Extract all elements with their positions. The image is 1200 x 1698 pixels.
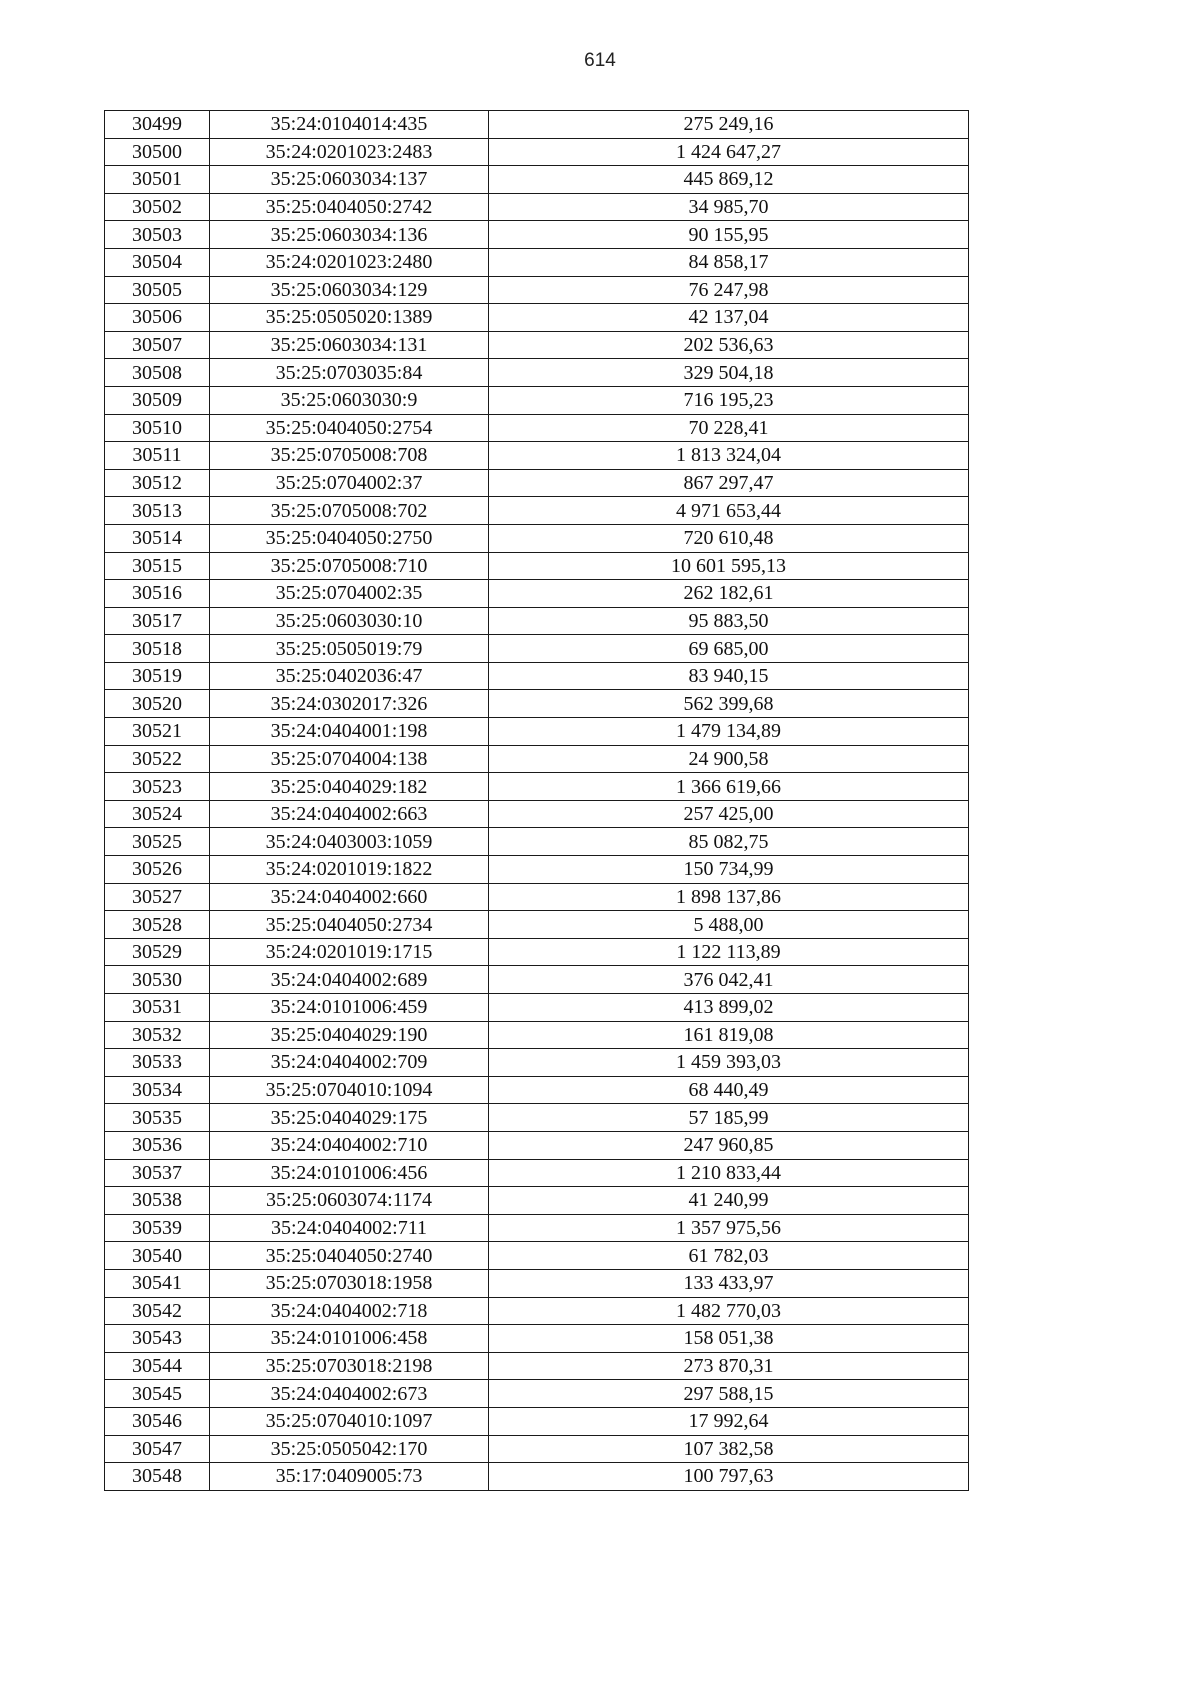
cadastral-number-cell: 35:24:0101006:458 <box>210 1325 489 1353</box>
cadastral-value-cell: 84 858,17 <box>489 248 969 276</box>
table-row <box>105 386 969 414</box>
cadastral-value-cell: 202 536,63 <box>489 331 969 359</box>
cadastral-number-cell: 35:25:0603034:136 <box>210 221 489 249</box>
cadastral-number-cell: 35:25:0704010:1097 <box>210 1407 489 1435</box>
table-row <box>105 497 969 525</box>
cadastral-number-cell: 35:25:0603034:131 <box>210 331 489 359</box>
row-number-cell: 30540 <box>105 1242 210 1270</box>
table-row <box>105 1269 969 1297</box>
cadastral-number-cell: 35:25:0603030:10 <box>210 607 489 635</box>
cadastral-value-cell: 150 734,99 <box>489 856 969 884</box>
cadastral-value-cell: 41 240,99 <box>489 1187 969 1215</box>
table-row <box>105 193 969 221</box>
row-number-cell: 30520 <box>105 690 210 718</box>
table-body <box>105 111 969 1491</box>
cadastral-value-cell: 85 082,75 <box>489 828 969 856</box>
cadastral-value-cell: 1 479 134,89 <box>489 718 969 746</box>
table-row <box>105 828 969 856</box>
cadastral-number-cell: 35:17:0409005:73 <box>210 1463 489 1491</box>
cadastral-value-cell: 1 210 833,44 <box>489 1159 969 1187</box>
table-row <box>105 1049 969 1077</box>
cadastral-number-cell: 35:25:0603074:1174 <box>210 1187 489 1215</box>
row-number-cell: 30514 <box>105 524 210 552</box>
table-row <box>105 1187 969 1215</box>
row-number-cell: 30542 <box>105 1297 210 1325</box>
cadastral-value-cell: 107 382,58 <box>489 1435 969 1463</box>
row-number-cell: 30512 <box>105 469 210 497</box>
cadastral-value-cell: 24 900,58 <box>489 745 969 773</box>
table-row <box>105 552 969 580</box>
table-row <box>105 994 969 1022</box>
cadastral-value-cell: 1 424 647,27 <box>489 138 969 166</box>
row-number-cell: 30505 <box>105 276 210 304</box>
cadastral-value-cell: 716 195,23 <box>489 386 969 414</box>
row-number-cell: 30539 <box>105 1214 210 1242</box>
cadastral-number-cell: 35:24:0201023:2483 <box>210 138 489 166</box>
cadastral-number-cell: 35:25:0404029:190 <box>210 1021 489 1049</box>
table-row <box>105 1131 969 1159</box>
cadastral-number-cell: 35:25:0603034:137 <box>210 166 489 194</box>
cadastral-number-cell: 35:25:0404050:2734 <box>210 911 489 939</box>
cadastral-value-cell: 1 366 619,66 <box>489 773 969 801</box>
cadastral-number-cell: 35:25:0705008:702 <box>210 497 489 525</box>
table-row <box>105 662 969 690</box>
row-number-cell: 30534 <box>105 1076 210 1104</box>
cadastral-number-cell: 35:25:0404050:2750 <box>210 524 489 552</box>
cadastral-number-cell: 35:25:0603034:129 <box>210 276 489 304</box>
cadastral-number-cell: 35:24:0104014:435 <box>210 111 489 139</box>
cadastral-number-cell: 35:25:0404029:175 <box>210 1104 489 1132</box>
cadastral-number-cell: 35:24:0404002:660 <box>210 883 489 911</box>
cadastral-number-cell: 35:24:0404002:673 <box>210 1380 489 1408</box>
row-number-cell: 30510 <box>105 414 210 442</box>
cadastral-number-cell: 35:25:0705008:710 <box>210 552 489 580</box>
row-number-cell: 30519 <box>105 662 210 690</box>
cadastral-value-cell: 34 985,70 <box>489 193 969 221</box>
table-row <box>105 1021 969 1049</box>
row-number-cell: 30509 <box>105 386 210 414</box>
row-number-cell: 30546 <box>105 1407 210 1435</box>
table-row <box>105 1325 969 1353</box>
row-number-cell: 30528 <box>105 911 210 939</box>
table-row <box>105 469 969 497</box>
row-number-cell: 30511 <box>105 442 210 470</box>
cadastral-value-cell: 90 155,95 <box>489 221 969 249</box>
row-number-cell: 30516 <box>105 580 210 608</box>
row-number-cell: 30508 <box>105 359 210 387</box>
row-number-cell: 30529 <box>105 938 210 966</box>
row-number-cell: 30541 <box>105 1269 210 1297</box>
cadastral-value-cell: 562 399,68 <box>489 690 969 718</box>
cadastral-value-cell: 161 819,08 <box>489 1021 969 1049</box>
table-row <box>105 221 969 249</box>
cadastral-number-cell: 35:25:0505020:1389 <box>210 304 489 332</box>
row-number-cell: 30499 <box>105 111 210 139</box>
row-number-cell: 30545 <box>105 1380 210 1408</box>
table-row <box>105 1463 969 1491</box>
cadastral-value-cell: 1 482 770,03 <box>489 1297 969 1325</box>
cadastral-value-cell: 257 425,00 <box>489 800 969 828</box>
cadastral-value-table <box>104 110 969 1491</box>
cadastral-number-cell: 35:25:0704010:1094 <box>210 1076 489 1104</box>
table-row <box>105 111 969 139</box>
cadastral-number-cell: 35:24:0201019:1715 <box>210 938 489 966</box>
table-row <box>105 718 969 746</box>
cadastral-value-cell: 1 898 137,86 <box>489 883 969 911</box>
cadastral-number-cell: 35:25:0703035:84 <box>210 359 489 387</box>
cadastral-value-cell: 4 971 653,44 <box>489 497 969 525</box>
cadastral-number-cell: 35:25:0505042:170 <box>210 1435 489 1463</box>
table-row <box>105 304 969 332</box>
row-number-cell: 30500 <box>105 138 210 166</box>
row-number-cell: 30531 <box>105 994 210 1022</box>
cadastral-value-cell: 57 185,99 <box>489 1104 969 1132</box>
cadastral-number-cell: 35:25:0704004:138 <box>210 745 489 773</box>
table-row <box>105 938 969 966</box>
cadastral-value-cell: 720 610,48 <box>489 524 969 552</box>
table-row <box>105 883 969 911</box>
cadastral-number-cell: 35:24:0404002:718 <box>210 1297 489 1325</box>
cadastral-value-cell: 5 488,00 <box>489 911 969 939</box>
table-row <box>105 1104 969 1132</box>
table-row <box>105 166 969 194</box>
row-number-cell: 30518 <box>105 635 210 663</box>
cadastral-number-cell: 35:25:0404050:2742 <box>210 193 489 221</box>
table-row <box>105 1242 969 1270</box>
table-row <box>105 607 969 635</box>
cadastral-value-cell: 275 249,16 <box>489 111 969 139</box>
row-number-cell: 30536 <box>105 1131 210 1159</box>
row-number-cell: 30530 <box>105 966 210 994</box>
cadastral-value-cell: 1 813 324,04 <box>489 442 969 470</box>
cadastral-number-cell: 35:25:0704002:37 <box>210 469 489 497</box>
cadastral-number-cell: 35:25:0704002:35 <box>210 580 489 608</box>
row-number-cell: 30526 <box>105 856 210 884</box>
row-number-cell: 30506 <box>105 304 210 332</box>
row-number-cell: 30513 <box>105 497 210 525</box>
cadastral-value-cell: 445 869,12 <box>489 166 969 194</box>
cadastral-number-cell: 35:25:0603030:9 <box>210 386 489 414</box>
cadastral-number-cell: 35:25:0404050:2740 <box>210 1242 489 1270</box>
cadastral-number-cell: 35:24:0101006:459 <box>210 994 489 1022</box>
row-number-cell: 30533 <box>105 1049 210 1077</box>
table-row <box>105 856 969 884</box>
table-row <box>105 1380 969 1408</box>
table-row <box>105 745 969 773</box>
table-row <box>105 966 969 994</box>
cadastral-number-cell: 35:25:0404029:182 <box>210 773 489 801</box>
cadastral-value-cell: 297 588,15 <box>489 1380 969 1408</box>
cadastral-number-cell: 35:24:0101006:456 <box>210 1159 489 1187</box>
cadastral-number-cell: 35:24:0404001:198 <box>210 718 489 746</box>
row-number-cell: 30548 <box>105 1463 210 1491</box>
table-row <box>105 1159 969 1187</box>
row-number-cell: 30538 <box>105 1187 210 1215</box>
cadastral-value-cell: 69 685,00 <box>489 635 969 663</box>
cadastral-value-cell: 273 870,31 <box>489 1352 969 1380</box>
row-number-cell: 30521 <box>105 718 210 746</box>
cadastral-number-cell: 35:25:0705008:708 <box>210 442 489 470</box>
row-number-cell: 30525 <box>105 828 210 856</box>
cadastral-number-cell: 35:24:0404002:711 <box>210 1214 489 1242</box>
table-row <box>105 1214 969 1242</box>
row-number-cell: 30535 <box>105 1104 210 1132</box>
row-number-cell: 30501 <box>105 166 210 194</box>
row-number-cell: 30517 <box>105 607 210 635</box>
table-row <box>105 690 969 718</box>
table-row <box>105 800 969 828</box>
cadastral-number-cell: 35:24:0404002:709 <box>210 1049 489 1077</box>
table-row <box>105 442 969 470</box>
table-row <box>105 276 969 304</box>
cadastral-value-cell: 1 357 975,56 <box>489 1214 969 1242</box>
row-number-cell: 30502 <box>105 193 210 221</box>
row-number-cell: 30504 <box>105 248 210 276</box>
cadastral-value-cell: 42 137,04 <box>489 304 969 332</box>
cadastral-number-cell: 35:24:0404002:710 <box>210 1131 489 1159</box>
page-number: 614 <box>584 50 616 71</box>
cadastral-value-cell: 61 782,03 <box>489 1242 969 1270</box>
table-row <box>105 1435 969 1463</box>
cadastral-number-cell: 35:25:0703018:1958 <box>210 1269 489 1297</box>
table-row <box>105 580 969 608</box>
row-number-cell: 30515 <box>105 552 210 580</box>
cadastral-value-cell: 100 797,63 <box>489 1463 969 1491</box>
row-number-cell: 30547 <box>105 1435 210 1463</box>
row-number-cell: 30523 <box>105 773 210 801</box>
cadastral-number-cell: 35:24:0404002:689 <box>210 966 489 994</box>
cadastral-value-cell: 68 440,49 <box>489 1076 969 1104</box>
cadastral-value-cell: 70 228,41 <box>489 414 969 442</box>
cadastral-value-cell: 76 247,98 <box>489 276 969 304</box>
table-row <box>105 138 969 166</box>
cadastral-value-cell: 329 504,18 <box>489 359 969 387</box>
row-number-cell: 30532 <box>105 1021 210 1049</box>
table-row <box>105 635 969 663</box>
cadastral-number-cell: 35:25:0404050:2754 <box>210 414 489 442</box>
cadastral-number-cell: 35:24:0201019:1822 <box>210 856 489 884</box>
table-row <box>105 359 969 387</box>
table-row <box>105 911 969 939</box>
table-row <box>105 248 969 276</box>
cadastral-value-cell: 262 182,61 <box>489 580 969 608</box>
cadastral-value-cell: 83 940,15 <box>489 662 969 690</box>
cadastral-value-cell: 158 051,38 <box>489 1325 969 1353</box>
table-row <box>105 1352 969 1380</box>
cadastral-value-cell: 17 992,64 <box>489 1407 969 1435</box>
row-number-cell: 30537 <box>105 1159 210 1187</box>
row-number-cell: 30544 <box>105 1352 210 1380</box>
table-row <box>105 773 969 801</box>
row-number-cell: 30522 <box>105 745 210 773</box>
row-number-cell: 30524 <box>105 800 210 828</box>
cadastral-value-cell: 95 883,50 <box>489 607 969 635</box>
cadastral-number-cell: 35:25:0402036:47 <box>210 662 489 690</box>
table-row <box>105 331 969 359</box>
cadastral-value-cell: 1 122 113,89 <box>489 938 969 966</box>
cadastral-value-cell: 1 459 393,03 <box>489 1049 969 1077</box>
table-row <box>105 1407 969 1435</box>
cadastral-value-cell: 376 042,41 <box>489 966 969 994</box>
cadastral-value-cell: 247 960,85 <box>489 1131 969 1159</box>
row-number-cell: 30503 <box>105 221 210 249</box>
cadastral-number-cell: 35:24:0302017:326 <box>210 690 489 718</box>
cadastral-number-cell: 35:25:0505019:79 <box>210 635 489 663</box>
cadastral-value-cell: 413 899,02 <box>489 994 969 1022</box>
cadastral-number-cell: 35:24:0403003:1059 <box>210 828 489 856</box>
row-number-cell: 30507 <box>105 331 210 359</box>
cadastral-number-cell: 35:24:0201023:2480 <box>210 248 489 276</box>
cadastral-value-cell: 867 297,47 <box>489 469 969 497</box>
table-row <box>105 524 969 552</box>
table-row <box>105 1297 969 1325</box>
table-row <box>105 1076 969 1104</box>
table-row <box>105 414 969 442</box>
cadastral-number-cell: 35:24:0404002:663 <box>210 800 489 828</box>
row-number-cell: 30543 <box>105 1325 210 1353</box>
cadastral-number-cell: 35:25:0703018:2198 <box>210 1352 489 1380</box>
cadastral-value-cell: 133 433,97 <box>489 1269 969 1297</box>
row-number-cell: 30527 <box>105 883 210 911</box>
cadastral-value-cell: 10 601 595,13 <box>489 552 969 580</box>
